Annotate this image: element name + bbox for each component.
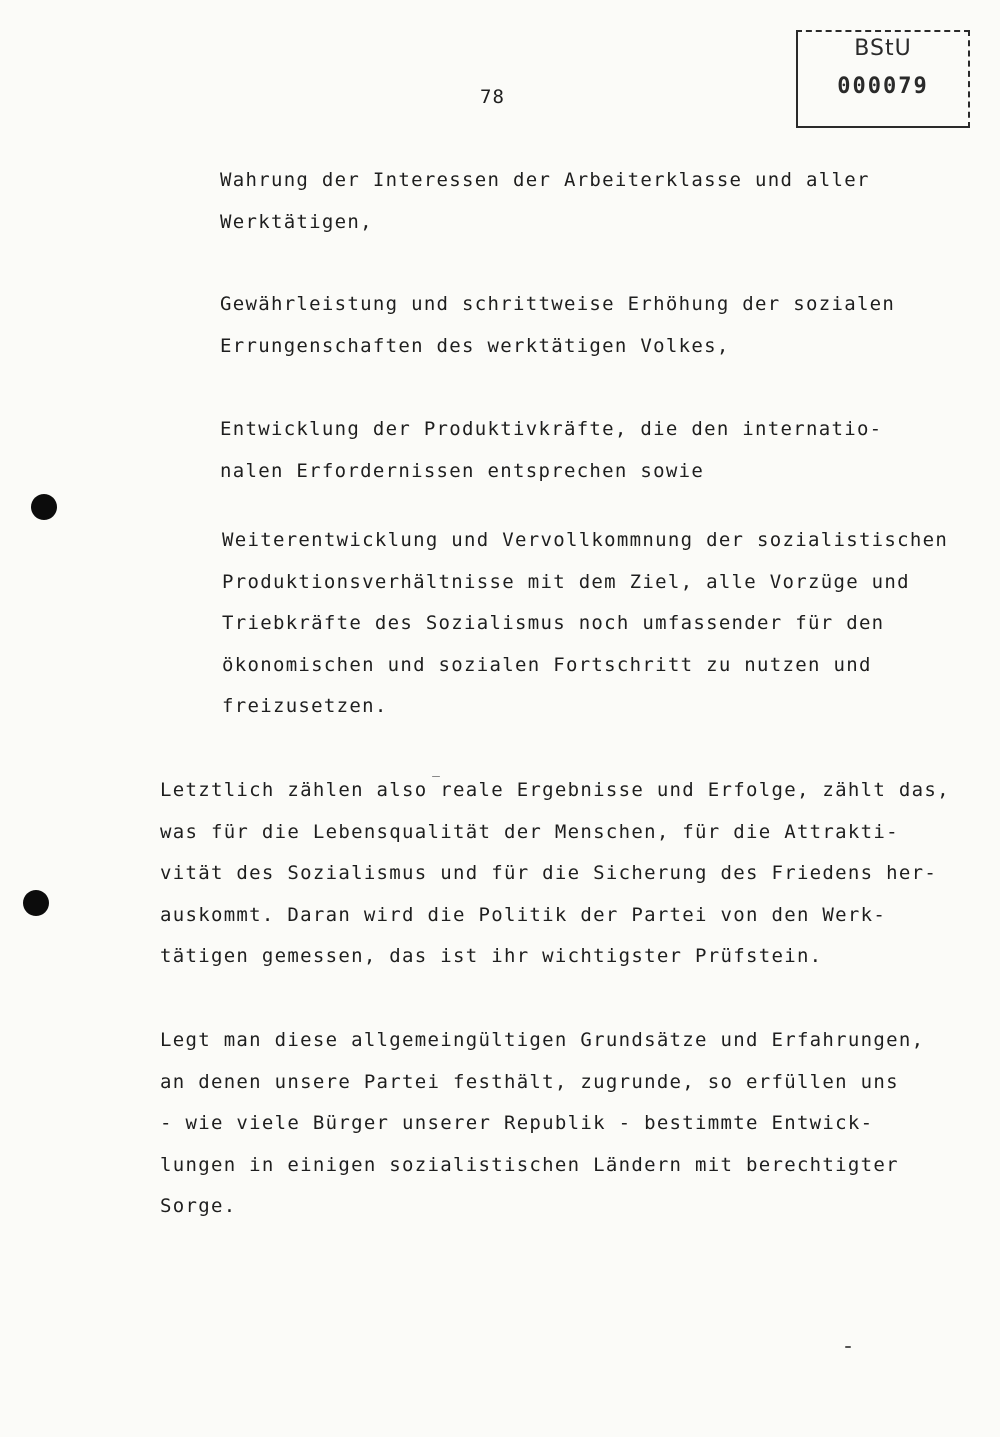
list-item-productive-forces bbox=[220, 409, 882, 492]
text-line: nalen Erfordernissen entsprechen sowie bbox=[220, 459, 705, 482]
text-line: was für die Lebensqualität der Menschen, für die Attrakti- bbox=[160, 820, 899, 843]
paragraph-results bbox=[160, 770, 950, 978]
text-line: Sorge. bbox=[160, 1195, 237, 1218]
text-line: vität des Sozialismus und für die Sicherung des Friedens her- bbox=[160, 862, 938, 885]
archive-stamp bbox=[796, 30, 970, 128]
text-line: lungen in einigen sozialistischen Ländern mit berechtigter bbox=[160, 1153, 899, 1176]
text-line: Triebkräfte des Sozialismus noch umfassender für den bbox=[222, 612, 885, 635]
text-line: Weiterentwicklung und Vervollkommnung der sozialistischen bbox=[222, 529, 949, 551]
stamp-number: 000079 bbox=[837, 74, 929, 99]
text-line: an denen unsere Partei festhält, zugrunde, so erfüllen uns bbox=[160, 1070, 899, 1093]
list-item-social-achievements bbox=[220, 284, 895, 367]
text-line: Gewährleistung und schrittweise Erhöhung der sozialen bbox=[220, 293, 896, 315]
text-line: Errungenschaften des werktätigen Volkes, bbox=[220, 334, 730, 357]
text-line: Entwicklung der Produktivkräfte, die den internatio- bbox=[220, 418, 883, 440]
text-line: freizusetzen. bbox=[222, 695, 388, 718]
punch-hole bbox=[31, 494, 57, 520]
list-item-production-relations bbox=[222, 520, 948, 728]
text-line: - wie viele Bürger unserer Republik - bestimmte Entwick- bbox=[160, 1112, 874, 1135]
text-line: Legt man diese allgemeingültigen Grundsätze und Erfahrungen, bbox=[160, 1029, 925, 1051]
text-line: Wahrung der Interessen der Arbeiterklasse und aller bbox=[220, 169, 870, 191]
text-line: ökonomischen und sozialen Fortschritt zu nutzen und bbox=[222, 653, 872, 676]
text-line: auskommt. Daran wird die Politik der Partei von den Werk- bbox=[160, 903, 887, 926]
scan-speck bbox=[845, 1346, 851, 1348]
text-line: Produktionsverhältnisse mit dem Ziel, alle Vorzüge und bbox=[222, 570, 910, 593]
stamp-org: BStU bbox=[854, 36, 912, 61]
scan-speck bbox=[432, 776, 440, 777]
page-number: 78 bbox=[480, 86, 505, 108]
text-line: Letztlich zählen also reale Ergebnisse und Erfolge, zählt das, bbox=[160, 779, 950, 801]
punch-hole bbox=[23, 890, 49, 916]
text-line: Werktätigen, bbox=[220, 210, 373, 233]
paragraph-concerns bbox=[160, 1020, 924, 1228]
list-item-interests bbox=[220, 160, 870, 243]
text-line: tätigen gemessen, das ist ihr wichtigster Prüfstein. bbox=[160, 945, 823, 968]
